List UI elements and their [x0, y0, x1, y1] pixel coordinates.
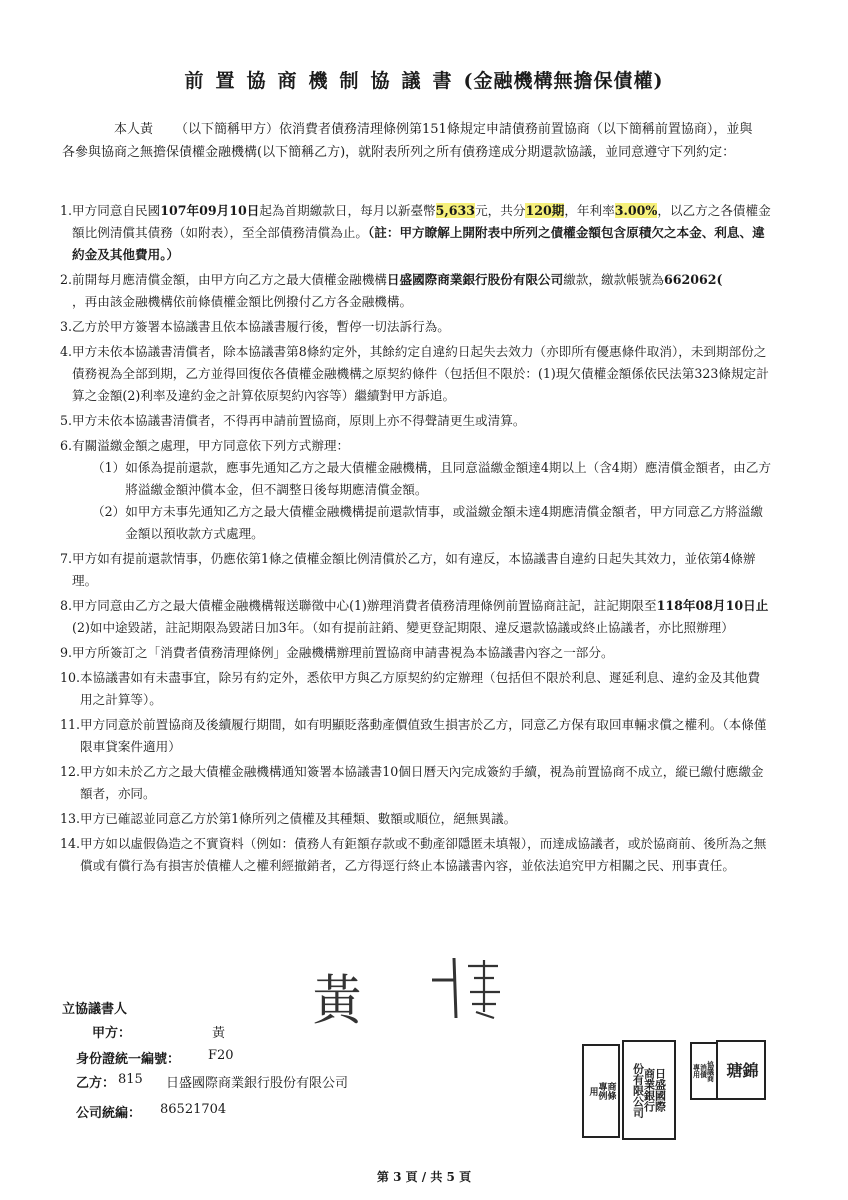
clause-text: 甲方同意於前置協商及後續履行期間，如有明顯貶落動產價值致生損害於乙方，同意乙方保有取回車輛求償之權利。（本條僅限車貸案件適用）	[80, 717, 767, 754]
clause-text: 起為首期繳款日，每月以新臺幣	[259, 203, 436, 218]
clause-text: 甲方同意自民國	[72, 203, 161, 218]
clause-number: 14.	[60, 836, 81, 851]
intro-part2: （以下簡稱甲方）依消費者債務清理條例第151條規定申請債務前置協商（以下簡稱前置協商），並與各參與協商之無擔保債權金融機構(以下簡稱乙方)，就附表所列之所有債務達成分期還款協議，並同意遵守下列約定：	[62, 122, 753, 160]
clause-2	[60, 269, 772, 313]
clause-note: （註：甲方瞭解上開附表中所列之債權金額包含原積欠之本金、利息、違約金及其他費用。）	[72, 225, 765, 262]
clause-number: 6.	[60, 438, 73, 453]
account-number: 662062(	[663, 272, 723, 287]
clause-10	[60, 667, 772, 711]
signatory-header: 立協議書人	[62, 1002, 128, 1017]
clause-13	[60, 808, 772, 830]
clause-6	[60, 435, 772, 545]
clause-number: 11.	[60, 717, 81, 732]
id-number-value: F20	[208, 1048, 234, 1063]
sub-clause-text: 如係為提前還款，應事先通知乙方之最大債權金融機構，且同意溢繳金額達4期以上（含4期）應清償金額者，由乙方將溢繳金額沖償本金，但不調整日後每期應清償金額。	[125, 460, 771, 497]
seal-text: 商條	[605, 1082, 616, 1100]
clause-text: 甲方如未於乙方之最大債權金融機構通知簽署本協議書10個日曆天內完成簽約手續，視為前置協商不成立，縱已繳付應繳金額者，亦同。	[80, 764, 764, 801]
seal-text: 瑭	[724, 1062, 743, 1078]
sub-clause-number: （1）	[92, 460, 126, 475]
seal-text: 協議商	[706, 1060, 716, 1082]
clause-text: 甲方已確認並同意乙方於第1條所列之債權及其種類、數額或順位，絕無異議。	[80, 811, 517, 826]
page-number: 第 3 頁 / 共 5 頁	[376, 1170, 472, 1184]
clause-text: 乙方於甲方簽署本協議書且依本協議書履行後，暫停一切法訴行為。	[72, 319, 450, 334]
clause-8	[60, 595, 772, 639]
clause-number: 10.	[60, 670, 81, 685]
clause-text: 甲方未依本協議書清償者，除本協議書第8條約定外，其餘約定自違約日起失去效力（亦即所有優惠條件取消），未到期部份之債務視為全部到期，乙方並得回復依各債權金融機構之原契約條件（包括但不限於：(1)現欠債權金額係依民法第323條規定計算之金額(2)利率及違約金之計算依原契約內容等）繼續對甲方訴追。	[72, 344, 769, 403]
monthly-amount: 5,633	[435, 203, 476, 218]
party-a-label: 甲方：	[92, 1026, 132, 1041]
seal-text: 用	[587, 1086, 598, 1096]
bank-name: 日盛國際商業銀行股份有限公司	[386, 272, 564, 287]
clause-number: 2.	[60, 272, 73, 287]
signature-stroke-icon	[424, 952, 504, 1024]
clause-number: 1.	[60, 203, 73, 218]
representative-name-seal	[716, 1040, 766, 1100]
clause-3	[60, 316, 772, 338]
sub-clause-number: （2）	[92, 504, 126, 519]
clause-text: 甲方如以虛假偽造之不實資料（例如：債務人有鉅額存款或不動產卻隱匿未填報），而達成協議者，或於協商前、後所為之無償或有償行為有損害於債權人之權利經撤銷者，乙方得逕行終止本協議書內容，並依法追究甲方相關之民、刑事責任。	[80, 836, 767, 873]
title-main: 前置協商機制協議書	[184, 70, 464, 92]
seal-text: 消債	[699, 1064, 709, 1078]
clause-text: ，以乙方之各債權金額比例清償其債務（如附表），至全部債務清償為止。	[72, 203, 771, 240]
sub-clause-text: 如甲方未事先通知乙方之最大債權金融機構提前還款情事，或溢繳金額未達4期應清償金額者，甲方同意乙方將溢繳金額以預收款方式處理。	[125, 504, 763, 541]
clause-1	[60, 200, 772, 266]
clause-5	[60, 410, 772, 432]
party-b-code: 815	[118, 1072, 143, 1087]
party-b-name: 日盛國際商業銀行股份有限公司	[166, 1076, 349, 1091]
clause-text: 甲方未依本協議書清償者，不得再申請前置協商，原則上亦不得聲請更生或清算。	[72, 413, 526, 428]
sub-clause-2	[92, 501, 772, 545]
clause-text: (2)如中途毀諾，註記期限為毀諾日加3年。（如有提前註銷、變更登記期限、違反還款協議或終止協議者，亦比照辦理）	[72, 620, 734, 635]
handwritten-signature: 黃	[312, 969, 362, 1032]
intro-paragraph	[62, 118, 762, 164]
seal-text: 專例	[596, 1082, 607, 1100]
clause-text: ，再由該金融機構依前條債權金額比例撥付乙方各金融機構。	[72, 294, 413, 309]
seal-text: 專用	[692, 1064, 702, 1078]
clause-number: 4.	[60, 344, 73, 359]
id-number-label: 身份證統一編號：	[76, 1052, 181, 1067]
company-id-label: 公司統編：	[76, 1106, 142, 1121]
installment-periods: 120期	[525, 203, 565, 218]
party-b-label: 乙方：	[76, 1076, 116, 1091]
interest-rate: 3.00%	[614, 203, 658, 218]
clause-number: 9.	[60, 645, 73, 660]
clause-14	[60, 833, 772, 877]
clause-text: 元，共分	[475, 203, 526, 218]
clause-7	[60, 548, 772, 592]
debt-negotiation-seal-small	[582, 1044, 620, 1138]
clause-number: 8.	[60, 598, 73, 613]
party-a-name: 黃	[212, 1026, 226, 1041]
title-suffix: (金融機構無擔保債權)	[463, 70, 664, 92]
clause-4	[60, 341, 772, 407]
clause-text: 有關溢繳金額之處理，甲方同意依下列方式辦理：	[72, 438, 350, 453]
document-title	[0, 66, 848, 93]
clause-list	[60, 200, 772, 880]
clause-12	[60, 761, 772, 805]
seal-text: 份有限公司	[631, 1062, 645, 1118]
clause-text: 前開每月應清償金額，由甲方向乙方之最大債權金融機構	[72, 272, 387, 287]
first-payment-date: 107年09月10日	[160, 203, 260, 218]
seal-text: 日盛國際	[653, 1068, 667, 1112]
sub-clause-1	[92, 457, 772, 501]
seal-text: 錦	[740, 1062, 759, 1078]
intro-part1: 本人黃	[114, 122, 154, 137]
clause-number: 3.	[60, 319, 73, 334]
clause-text: ，年利率	[564, 203, 615, 218]
clause-9	[60, 642, 772, 664]
registration-end-date: 118年08月10日止	[656, 598, 769, 613]
company-id-value: 86521704	[160, 1102, 227, 1117]
clause-text: 繳款，繳款帳號為	[563, 272, 664, 287]
bank-corporate-seal	[622, 1040, 676, 1140]
clause-11	[60, 714, 772, 758]
clause-text: 甲方所簽訂之「消費者債務清理條例」金融機構辦理前置協商申請書視為本協議書內容之一部分。	[72, 645, 614, 660]
clause-number: 13.	[60, 811, 81, 826]
debt-negotiation-seal-right	[690, 1042, 718, 1100]
clause-number: 5.	[60, 413, 73, 428]
clause-text: 本協議書如有未盡事宜，除另有約定外，悉依甲方與乙方原契約約定辦理（包括但不限於利息、遲延利息、違約金及其他費用之計算等）。	[80, 670, 761, 707]
clause-text: 甲方同意由乙方之最大債權金融機構報送聯徵中心(1)辦理消費者債務清理條例前置協商註記，註記期限至	[72, 598, 657, 613]
seal-text: 商業銀行	[642, 1068, 656, 1112]
clause-number: 12.	[60, 764, 81, 779]
clause-number: 7.	[60, 551, 73, 566]
clause-text: 甲方如有提前還款情事，仍應依第1條之債權金額比例清償於乙方，如有違反，本協議書自違約日起失其效力，並依第4條辦理。	[72, 551, 756, 588]
